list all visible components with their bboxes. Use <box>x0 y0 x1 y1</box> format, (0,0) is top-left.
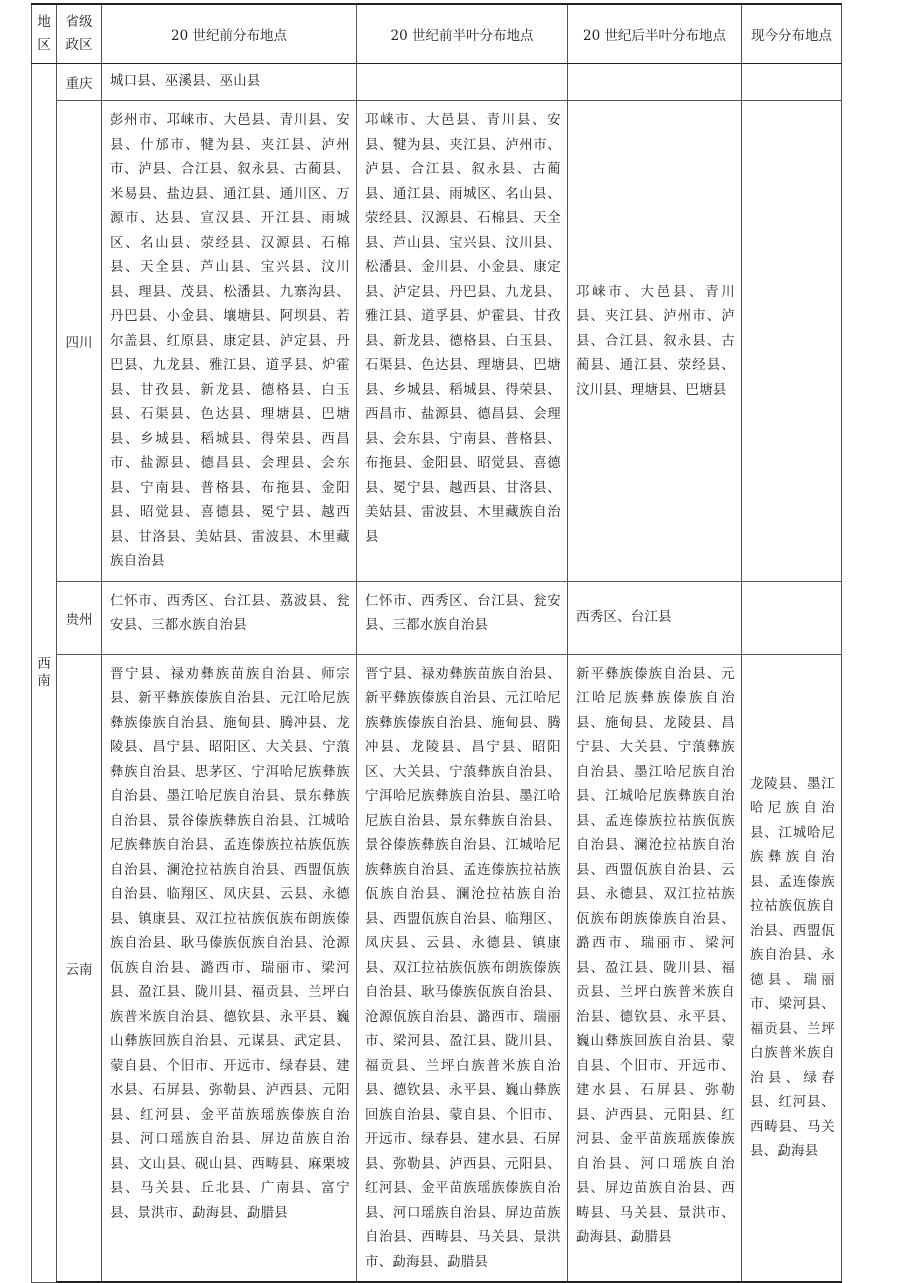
header-first-half-20c: 20 世纪前半叶分布地点 <box>357 4 568 64</box>
first-half-20c-cell <box>357 64 568 101</box>
first-half-20c-cell: 邛崃市、大邑县、青川县、安县、犍为县、夹江县、泸州市、泸县、合江县、叙永县、古蔺县、通江县、雨城区、名山县、荥经县、汉源县、石棉县、天全县、芦山县、宝兴县、汶川县、松潘县、金川县、小金县、康定县、泸定县、丹巴县、九龙县、雅江县、道孚县、炉霍县、甘孜县、新龙县、德格县、白玉县、石渠县、色达县、理塘县、巴塘县、乡城县、稻城县、得荣县、西昌市、盐源县、德昌县、会理县、会东县、宁南县、普格县、布拖县、金阳县、昭觉县、喜德县、冕宁县、越西县、甘洛县、美姑县、雷波县、木里藏族自治县 <box>357 101 568 582</box>
before-20c-cell: 彭州市、邛崃市、大邑县、青川县、安县、什邡市、犍为县、夹江县、泸州市、泸县、合江县、叙永县、古蔺县、米易县、盐边县、通江县、通川区、万源市、达县、宣汉县、开江县、雨城区、名山县、荥经县、汉源县、石棉县、天全县、芦山县、宝兴县、汶川县、理县、茂县、松潘县、九寨沟县、丹巴县、小金县、壤塘县、阿坝县、若尔盖县、红原县、康定县、泸定县、丹巴县、九龙县、雅江县、道孚县、炉霍县、甘孜县、新龙县、德格县、白玉县、石渠县、色达县、理塘县、巴塘县、乡城县、稻城县、得荣县、西昌市、盐源县、德昌县、会理县、会东县、宁南县、普格县、布拖县、金阳县、昭觉县、喜德县、冕宁县、越西县、甘洛县、美姑县、雷波县、木里藏族自治县 <box>102 101 357 582</box>
province-cell: 重庆 <box>57 64 102 101</box>
province-cell: 云南 <box>57 654 102 1282</box>
current-cell <box>742 581 842 654</box>
first-half-20c-cell: 晋宁县、禄劝彝族苗族自治县、新平彝族傣族自治县、元江哈尼族彝族傣族自治县、施甸县、腾冲县、龙陵县、昌宁县、昭阳区、大关县、宁蒗彝族自治县、宁洱哈尼族彝族自治县、墨江哈尼族自治县、景东彝族自治县、景谷傣族彝族自治县、江城哈尼族彝族自治县、孟连傣族拉祜族佤族自治县、澜沧拉祜族自治县、西盟佤族自治县、临翔区、凤庆县、云县、永德县、镇康县、双江拉祜族佤族布朗族傣族自治县、耿马傣族佤族自治县、沧源佤族自治县、潞西市、瑞丽市、梁河县、盈江县、陇川县、福贡县、兰坪白族普米族自治县、德钦县、永平县、巍山彝族回族自治县、蒙自县、个旧市、开远市、绿春县、建水县、石屏县、弥勒县、泸西县、元阳县、红河县、金平苗族瑶族傣族自治县、河口瑶族自治县、屏边苗族自治县、西畴县、马关县、景洪市、勐海县、勐腊县 <box>357 654 568 1282</box>
region-cell: 西南 <box>32 64 57 1283</box>
header-second-half-20c: 20 世纪后半叶分布地点 <box>568 4 742 64</box>
header-before-20c: 20 世纪前分布地点 <box>102 4 357 64</box>
current-cell: 龙陵县、墨江哈尼族自治县、江城哈尼族彝族自治县、孟连傣族拉祜族佤族自治县、西盟佤族自治县、永德县、瑞丽市、梁河县、福贡县、兰坪白族普米族自治县、绿春县、红河县、西畴县、马关县、勐海县 <box>742 654 842 1282</box>
province-cell: 贵州 <box>57 581 102 654</box>
current-cell <box>742 64 842 101</box>
header-region: 地区 <box>32 4 57 64</box>
first-half-20c-cell: 仁怀市、西秀区、台江县、瓮安县、三都水族自治县 <box>357 581 568 654</box>
before-20c-cell: 仁怀市、西秀区、台江县、荔波县、瓮安县、三都水族自治县 <box>102 581 357 654</box>
header-province: 省级政区 <box>57 4 102 64</box>
second-half-20c-cell: 邛崃市、大邑县、青川县、夹江县、泸州市、泸县、合江县、叙永县、古蔺县、通江县、荥经县、汶川县、理塘县、巴塘县 <box>568 101 742 582</box>
second-half-20c-cell: 西秀区、台江县 <box>568 581 742 654</box>
header-current: 现今分布地点 <box>742 4 842 64</box>
before-20c-cell: 城口县、巫溪县、巫山县 <box>102 64 357 101</box>
before-20c-cell: 晋宁县、禄劝彝族苗族自治县、师宗县、新平彝族傣族自治县、元江哈尼族彝族傣族自治县、施甸县、腾冲县、龙陵县、昌宁县、昭阳区、大关县、宁蒗彝族自治县、思茅区、宁洱哈尼族彝族自治县、墨江哈尼族自治县、景东彝族自治县、景谷傣族彝族自治县、江城哈尼族彝族自治县、孟连傣族拉祜族佤族自治县、澜沧拉祜族自治县、西盟佤族自治县、临翔区、凤庆县、云县、永德县、镇康县、双江拉祜族佤族布朗族傣族自治县、耿马傣族佤族自治县、沧源佤族自治县、潞西市、瑞丽市、梁河县、盈江县、陇川县、福贡县、兰坪白族普米族自治县、德钦县、永平县、巍山彝族回族自治县、元谋县、武定县、蒙自县、个旧市、开远市、绿春县、建水县、石屏县、弥勒县、泸西县、元阳县、红河县、金平苗族瑶族傣族自治县、河口瑶族自治县、屏边苗族自治县、文山县、砚山县、西畴县、麻栗坡县、马关县、丘北县、广南县、富宁县、景洪市、勐海县、勐腊县 <box>102 654 357 1282</box>
table-row-sichuan <box>32 101 842 582</box>
distribution-table <box>31 3 842 1283</box>
second-half-20c-cell <box>568 64 742 101</box>
table-row-chongqing <box>32 64 842 101</box>
table-row-yunnan <box>32 654 842 1282</box>
header-row <box>32 4 842 64</box>
table-row-guizhou <box>32 581 842 654</box>
second-half-20c-cell: 新平彝族傣族自治县、元江哈尼族彝族傣族自治县、施甸县、龙陵县、昌宁县、大关县、宁蒗彝族自治县、墨江哈尼族自治县、江城哈尼族彝族自治县、孟连傣族拉祜族佤族自治县、澜沧拉祜族自治县、西盟佤族自治县、云县、永德县、双江拉祜族佤族布朗族傣族自治县、潞西市、瑞丽市、梁河县、盈江县、陇川县、福贡县、兰坪白族普米族自治县、德钦县、永平县、巍山彝族回族自治县、蒙自县、个旧市、开远市、建水县、石屏县、弥勒县、泸西县、元阳县、红河县、金平苗族瑶族傣族自治县、河口瑶族自治县、屏边苗族自治县、西畴县、马关县、景洪市、勐海县、勐腊县 <box>568 654 742 1282</box>
current-cell <box>742 101 842 582</box>
province-cell: 四川 <box>57 101 102 582</box>
